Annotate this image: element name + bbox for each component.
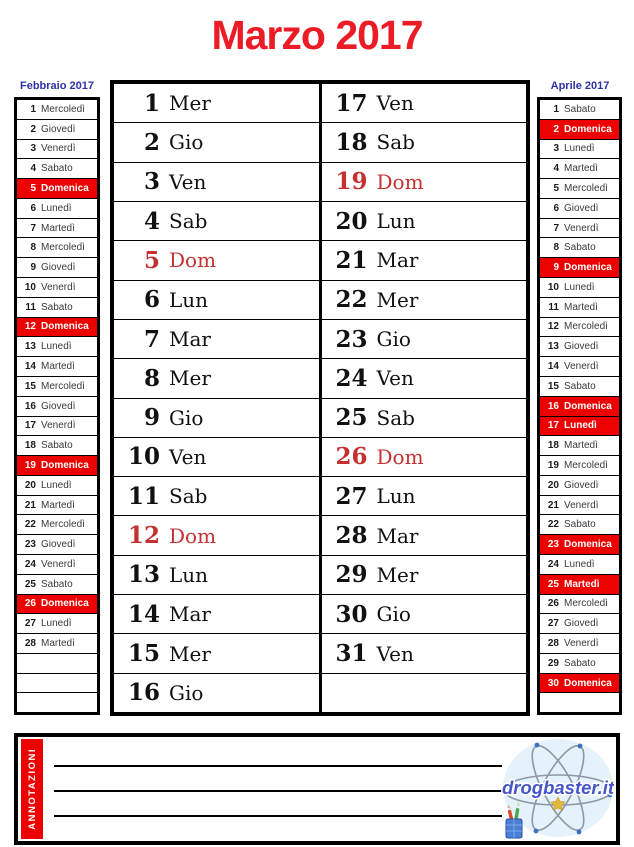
day-number: 23 <box>335 325 368 353</box>
mini-day-row <box>540 277 619 297</box>
drogbaster-logo[interactable] <box>500 737 614 840</box>
calendar-day-cell <box>322 319 527 358</box>
mini-day-row <box>540 475 619 495</box>
mini-day-row <box>17 613 97 633</box>
day-name: Sab <box>376 130 415 155</box>
day-name: Sab <box>169 209 208 234</box>
day-number: 25 <box>335 404 368 432</box>
mini-day-row <box>17 277 97 297</box>
day-number: 19 <box>24 459 36 471</box>
day-name: Ven <box>169 169 207 194</box>
mini-day-row <box>540 554 619 574</box>
day-number: 27 <box>335 482 368 510</box>
day-name: Mar <box>169 327 211 352</box>
calendar-day-cell <box>114 398 319 437</box>
calendar-day-cell <box>322 122 527 161</box>
mini-day-row <box>540 594 619 614</box>
day-name: Gio <box>376 327 411 352</box>
mini-day-row <box>540 198 619 218</box>
day-name: Sab <box>169 484 208 509</box>
mini-day-row <box>17 435 97 455</box>
day-number: 16 <box>547 400 559 412</box>
calendar-day-cell <box>114 555 319 594</box>
day-name: Sabato <box>564 657 596 669</box>
day-number: 6 <box>553 202 559 214</box>
day-name: Martedì <box>41 637 75 649</box>
calendar-day-cell <box>114 594 319 633</box>
mini-day-row <box>540 673 619 693</box>
mini-day-row <box>17 692 97 712</box>
day-number: 28 <box>24 637 36 649</box>
calendar-day-cell <box>322 398 527 437</box>
day-name: Mercoledì <box>564 598 608 610</box>
annotation-lines <box>54 753 502 829</box>
calendar-day-cell <box>322 594 527 633</box>
day-name: Sabato <box>41 578 73 590</box>
mini-day-row <box>540 514 619 534</box>
day-name: Mar <box>169 602 211 627</box>
mini-day-row <box>17 396 97 416</box>
day-name: Giovedì <box>564 618 599 630</box>
day-number: 24 <box>547 558 559 570</box>
day-number: 29 <box>547 657 559 669</box>
day-number: 15 <box>24 380 36 392</box>
day-name: Sabato <box>564 380 596 392</box>
mini-day-row <box>540 574 619 594</box>
day-name: Mer <box>376 287 419 312</box>
mini-day-row <box>540 317 619 337</box>
day-name: Martedì <box>564 578 600 590</box>
mini-day-row <box>540 534 619 554</box>
mini-day-row <box>17 356 97 376</box>
day-name: Martedì <box>41 222 75 234</box>
day-name: Lunedì <box>41 618 72 630</box>
day-number: 23 <box>547 539 559 551</box>
mini-day-row <box>540 218 619 238</box>
day-name: Giovedì <box>564 202 599 214</box>
mini-day-row <box>540 495 619 515</box>
mini-calendar-february-header: Febbraio 2017 <box>20 80 94 92</box>
day-number: 12 <box>547 321 559 333</box>
day-name: Ven <box>376 641 414 666</box>
calendar-day-cell <box>114 673 319 712</box>
calendar-day-cell <box>114 201 319 240</box>
day-number: 20 <box>24 479 36 491</box>
day-number: 6 <box>143 286 160 314</box>
calendar-day-cell <box>114 476 319 515</box>
day-number: 24 <box>335 364 368 392</box>
day-name: Sabato <box>41 163 73 175</box>
day-name: Dom <box>376 169 424 194</box>
day-number: 22 <box>335 286 368 314</box>
day-name: Ven <box>169 444 207 469</box>
day-number: 27 <box>547 618 559 630</box>
day-name: Lun <box>169 562 209 587</box>
day-name: Martedì <box>564 440 598 452</box>
calendar-day-cell <box>322 437 527 476</box>
day-number: 9 <box>553 262 559 274</box>
day-number: 7 <box>553 222 559 234</box>
day-number: 21 <box>24 499 36 511</box>
day-name: Mercoledì <box>41 519 85 531</box>
day-number: 2 <box>143 128 160 156</box>
day-number: 13 <box>127 561 160 589</box>
day-name: Dom <box>169 248 217 273</box>
mini-day-row <box>540 692 619 712</box>
day-name: Mer <box>169 366 211 391</box>
mini-day-row <box>17 495 97 515</box>
day-name: Lun <box>169 287 209 312</box>
day-number: 11 <box>127 482 160 510</box>
calendar-day-cell <box>322 201 527 240</box>
mini-day-row <box>17 336 97 356</box>
calendar-day-cell <box>114 515 319 554</box>
mini-day-row <box>17 198 97 218</box>
day-number: 21 <box>335 246 368 274</box>
day-name: Dom <box>376 444 424 469</box>
note-line <box>54 765 502 767</box>
day-number: 8 <box>143 364 160 392</box>
day-number: 28 <box>335 522 368 550</box>
day-name: Gio <box>376 602 411 627</box>
day-name: Mer <box>169 91 211 116</box>
mini-day-row <box>17 554 97 574</box>
day-number: 12 <box>127 522 160 550</box>
day-name: Venerdì <box>564 361 599 373</box>
day-name: Mercoledì <box>564 321 608 333</box>
day-number: 15 <box>547 380 559 392</box>
day-name: Sab <box>376 405 415 430</box>
day-number: 22 <box>547 519 559 531</box>
day-name: Sabato <box>41 440 73 452</box>
day-number: 9 <box>30 262 36 274</box>
day-number: 20 <box>547 479 559 491</box>
day-name: Domenica <box>564 400 612 412</box>
day-name: Martedì <box>564 163 598 175</box>
day-name: Mercoledì <box>564 459 608 471</box>
day-number: 5 <box>143 246 160 274</box>
day-name: Lunedì <box>41 202 72 214</box>
day-number: 14 <box>547 361 559 373</box>
mini-calendar-april <box>537 97 622 715</box>
day-name: Domenica <box>564 677 612 689</box>
mini-day-row <box>540 139 619 159</box>
day-number: 10 <box>24 281 36 293</box>
day-name: Lunedì <box>41 479 72 491</box>
mini-day-row <box>17 514 97 534</box>
day-number: 25 <box>547 578 559 590</box>
calendar-day-cell <box>322 633 527 672</box>
mini-day-row <box>17 455 97 475</box>
mini-day-row <box>17 475 97 495</box>
day-name: Ven <box>376 366 414 391</box>
day-number: 23 <box>24 539 36 551</box>
mini-day-row <box>540 376 619 396</box>
day-name: Venerdì <box>564 499 599 511</box>
day-name: Domenica <box>41 321 89 333</box>
day-name: Sabato <box>41 301 73 313</box>
day-number: 1 <box>553 103 559 115</box>
day-number: 3 <box>30 143 36 155</box>
day-name: Mer <box>376 562 419 587</box>
day-number: 8 <box>30 242 36 254</box>
day-name: Venerdì <box>41 420 76 432</box>
calendar-day-cell <box>322 555 527 594</box>
day-number: 19 <box>335 168 368 196</box>
calendar-day-cell <box>114 240 319 279</box>
day-number: 17 <box>547 420 559 432</box>
mini-day-row <box>17 317 97 337</box>
mini-day-row <box>540 257 619 277</box>
mini-day-row <box>540 455 619 475</box>
mini-day-row <box>540 653 619 673</box>
day-name: Venerdì <box>41 281 76 293</box>
mini-day-row <box>540 158 619 178</box>
mini-day-row <box>540 396 619 416</box>
day-number: 10 <box>127 443 160 471</box>
day-name: Mercoledì <box>41 103 85 115</box>
day-name: Domenica <box>41 598 89 610</box>
day-name: Lunedì <box>564 420 597 432</box>
day-name: Domenica <box>564 123 612 135</box>
day-number: 1 <box>30 103 36 115</box>
day-number: 16 <box>24 400 36 412</box>
day-name: Mercoledì <box>564 183 608 195</box>
day-number: 17 <box>24 420 36 432</box>
day-number: 18 <box>24 440 36 452</box>
day-number: 3 <box>553 143 559 155</box>
day-name: Dom <box>169 523 217 548</box>
day-name: Giovedì <box>41 539 76 551</box>
day-number: 9 <box>143 404 160 432</box>
day-number: 14 <box>24 361 36 373</box>
day-name: Lunedì <box>41 341 72 353</box>
day-number: 18 <box>335 128 368 156</box>
calendar-day-cell <box>114 319 319 358</box>
mini-day-row <box>17 534 97 554</box>
mini-day-row <box>17 633 97 653</box>
calendar-day-cell <box>114 437 319 476</box>
note-line <box>54 815 502 817</box>
mini-day-row <box>17 376 97 396</box>
main-calendar-first-half <box>114 84 322 712</box>
day-name: Venerdì <box>564 222 599 234</box>
day-name: Mer <box>169 641 211 666</box>
day-number: 17 <box>335 89 368 117</box>
day-number: 4 <box>553 163 559 175</box>
day-name: Giovedì <box>564 479 599 491</box>
calendar-day-cell <box>322 515 527 554</box>
calendar-day-cell <box>322 673 527 712</box>
day-name: Venerdì <box>41 143 76 155</box>
mini-day-row <box>17 237 97 257</box>
day-number: 30 <box>547 677 559 689</box>
mini-day-row <box>540 100 619 119</box>
annotations-box <box>14 733 620 845</box>
day-number: 29 <box>335 561 368 589</box>
day-number: 2 <box>553 123 559 135</box>
mini-day-row <box>540 356 619 376</box>
day-name: Gio <box>169 680 204 705</box>
day-number: 14 <box>127 600 160 628</box>
day-name: Martedì <box>564 301 598 313</box>
day-number: 12 <box>24 321 36 333</box>
day-number: 6 <box>30 202 36 214</box>
day-number: 2 <box>30 123 36 135</box>
mini-day-row <box>540 613 619 633</box>
day-name: Sabato <box>564 242 596 254</box>
mini-day-row <box>540 435 619 455</box>
mini-day-row <box>17 653 97 673</box>
day-number: 19 <box>547 459 559 471</box>
mini-day-row <box>540 119 619 139</box>
day-number: 11 <box>548 301 559 313</box>
day-number: 16 <box>127 679 160 707</box>
day-number: 13 <box>24 341 36 353</box>
main-calendar-second-half <box>322 84 527 712</box>
mini-day-row <box>17 178 97 198</box>
logo-text: drogbaster.it <box>501 777 614 798</box>
day-number: 30 <box>335 600 368 628</box>
mini-day-row <box>17 574 97 594</box>
annotations-label: ANNOTAZIONI <box>26 748 38 830</box>
day-number: 5 <box>553 183 559 195</box>
day-number: 27 <box>24 618 36 630</box>
calendar-day-cell <box>114 280 319 319</box>
day-name: Domenica <box>41 459 89 471</box>
day-name: Giovedì <box>41 400 76 412</box>
day-name: Lun <box>376 484 416 509</box>
day-name: Martedì <box>41 361 75 373</box>
day-name: Domenica <box>564 262 612 274</box>
calendar-day-cell <box>114 122 319 161</box>
mini-day-row <box>17 158 97 178</box>
day-name: Mar <box>376 248 419 273</box>
mini-calendar-april-header: Aprile 2017 <box>550 80 610 92</box>
mini-calendar-february <box>14 97 100 715</box>
mini-day-row <box>17 139 97 159</box>
day-number: 24 <box>24 558 36 570</box>
day-number: 22 <box>24 519 36 531</box>
day-name: Lunedì <box>564 558 595 570</box>
day-number: 21 <box>547 499 559 511</box>
day-number: 26 <box>24 598 36 610</box>
day-name: Ven <box>376 91 414 116</box>
day-number: 3 <box>143 168 160 196</box>
mini-day-row <box>17 297 97 317</box>
mini-day-row <box>540 336 619 356</box>
calendar-day-cell <box>114 84 319 122</box>
main-calendar-grid <box>110 80 530 716</box>
day-number: 5 <box>30 183 36 195</box>
mini-day-row <box>17 416 97 436</box>
mini-day-row <box>17 218 97 238</box>
day-name: Lun <box>376 209 416 234</box>
day-number: 4 <box>143 207 160 235</box>
mini-day-row <box>540 633 619 653</box>
annotations-strip <box>21 739 43 839</box>
day-number: 13 <box>547 341 559 353</box>
calendar-day-cell <box>322 162 527 201</box>
day-number: 26 <box>547 598 559 610</box>
mini-day-row <box>17 119 97 139</box>
day-name: Gio <box>169 130 204 155</box>
day-name: Lunedì <box>564 143 595 155</box>
day-number: 7 <box>30 222 36 234</box>
calendar-day-cell <box>322 280 527 319</box>
day-number: 15 <box>127 640 160 668</box>
day-name: Lunedì <box>564 281 595 293</box>
day-name: Venerdì <box>41 558 76 570</box>
day-name: Mercoledì <box>41 242 85 254</box>
day-number: 20 <box>335 207 368 235</box>
note-line <box>54 790 502 792</box>
day-number: 4 <box>30 163 36 175</box>
mini-day-row <box>17 594 97 614</box>
day-number: 10 <box>547 281 559 293</box>
day-number: 26 <box>335 443 368 471</box>
calendar-day-cell <box>322 240 527 279</box>
day-number: 1 <box>143 89 160 117</box>
day-name: Mercoledì <box>41 380 85 392</box>
calendar-day-cell <box>322 84 527 122</box>
mini-day-row <box>17 100 97 119</box>
day-number: 7 <box>143 325 160 353</box>
day-name: Sabato <box>564 519 596 531</box>
calendar-day-cell <box>114 633 319 672</box>
day-name: Gio <box>169 405 204 430</box>
mini-day-row <box>17 673 97 693</box>
day-number: 25 <box>24 578 36 590</box>
calendar-day-cell <box>322 358 527 397</box>
calendar-day-cell <box>114 162 319 201</box>
mini-day-row <box>540 297 619 317</box>
page-title: Marzo 2017 <box>211 12 423 58</box>
mini-day-row <box>540 416 619 436</box>
mini-day-row <box>540 237 619 257</box>
calendar-day-cell <box>322 476 527 515</box>
day-name: Giovedì <box>41 123 76 135</box>
calendar-day-cell <box>114 358 319 397</box>
day-number: 28 <box>547 637 559 649</box>
day-name: Sabato <box>564 103 596 115</box>
day-name: Domenica <box>41 183 89 195</box>
day-number: 8 <box>553 242 559 254</box>
day-name: Martedì <box>41 499 75 511</box>
day-number: 31 <box>335 640 368 668</box>
day-number: 11 <box>25 301 36 313</box>
day-name: Domenica <box>564 539 612 551</box>
mini-day-row <box>17 257 97 277</box>
day-name: Giovedì <box>564 341 599 353</box>
day-name: Venerdì <box>564 637 599 649</box>
mini-day-row <box>540 178 619 198</box>
day-name: Mar <box>376 523 419 548</box>
day-number: 18 <box>547 440 559 452</box>
day-name: Giovedì <box>41 262 76 274</box>
